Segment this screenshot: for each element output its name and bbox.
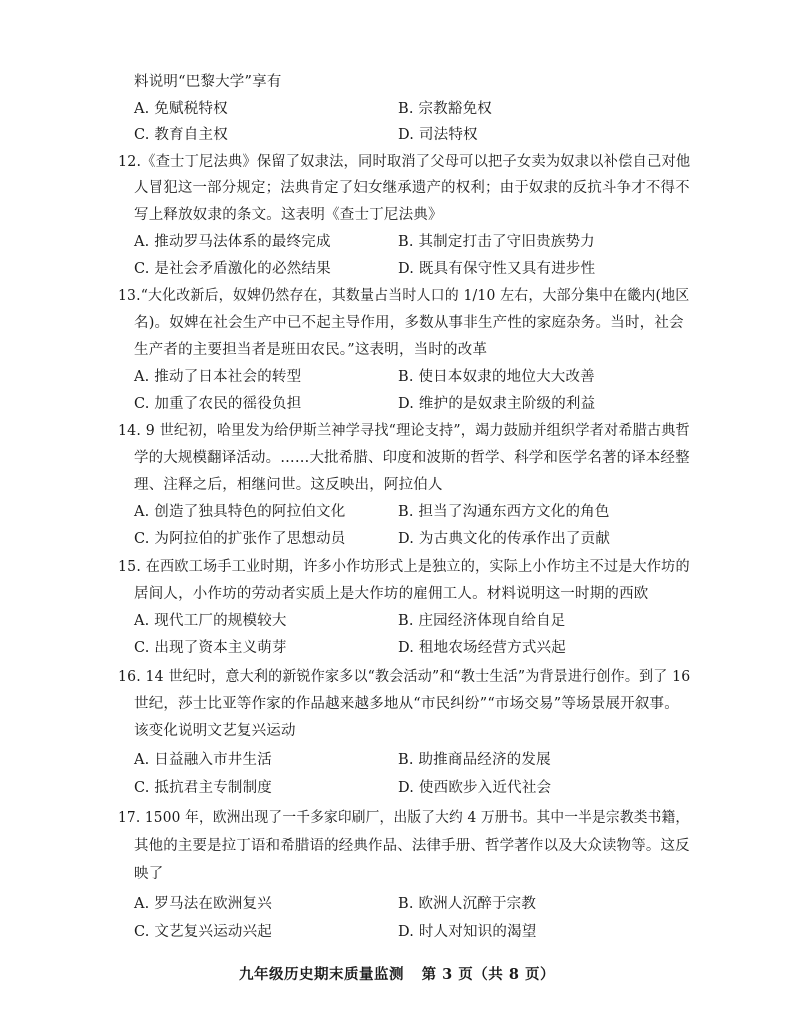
question-11-tail: 料说明“巴黎大学”享有: [134, 74, 282, 90]
q12-option-d: D. 既具有保守性又具有进步性: [398, 261, 596, 277]
q11-option-d: D. 司法特权: [398, 127, 478, 143]
q15-option-a: A. 现代工厂的规模较大: [134, 613, 287, 629]
q17-stem-line-3: 映了: [134, 866, 164, 882]
q15-stem-line-1: 15. 在西欧工场手工业时期，许多小作坊形式上是独立的，实际上小作坊主不过是大作坊的: [118, 559, 690, 575]
q15-option-d: D. 租地农场经营方式兴起: [398, 640, 566, 656]
q14-option-c: C. 为阿拉伯的扩张作了思想动员: [134, 531, 346, 547]
q14-option-d: D. 为古典文化的传承作出了贡献: [398, 531, 611, 547]
q13-option-c: C. 加重了农民的徭役负担: [134, 396, 302, 412]
q11-option-c: C. 教育自主权: [134, 127, 228, 143]
q12-option-c: C. 是社会矛盾激化的必然结果: [134, 261, 331, 277]
q14-stem-line-1: 14. 9 世纪初，哈里发为给伊斯兰神学寻找“理论支持”，竭力鼓励并组织学者对希腊古典哲: [118, 423, 690, 439]
q13-stem-line-1: 13.“大化改新后，奴婢仍然存在，其数量占当时人口的 1/10 左右，大部分集中在畿内(地区: [118, 288, 690, 304]
q14-stem-line-3: 理、注释之后，相继问世。这反映出，阿拉伯人: [134, 477, 443, 493]
q17-stem-line-1: 17. 1500 年，欧洲出现了一千多家印刷厂，出版了大约 4 万册书。其中一半是宗教类书籍，: [118, 810, 690, 826]
q16-stem-line-2: 世纪，莎士比亚等作家的作品越来越多地从“市民纠纷”“市场交易”等场景展开叙事。: [134, 696, 679, 712]
q16-option-d: D. 使西欧步入近代社会: [398, 780, 552, 796]
q14-option-b: B. 担当了沟通东西方文化的角色: [398, 504, 610, 520]
q13-option-d: D. 维护的是奴隶主阶级的利益: [398, 396, 596, 412]
q17-stem-line-2: 其他的主要是拉丁语和希腊语的经典作品、法律手册、哲学著作以及大众读物等。这反: [134, 838, 690, 854]
q17-option-a: A. 罗马法在欧洲复兴: [134, 896, 272, 912]
q11-option-a: A. 免赋税特权: [134, 101, 228, 117]
q16-option-c: C. 抵抗君主专制制度: [134, 780, 272, 796]
q16-stem-line-3: 该变化说明文艺复兴运动: [134, 723, 296, 739]
q14-stem-line-2: 学的大规模翻译活动。……大批希腊、印度和波斯的哲学、科学和医学名著的译本经整: [134, 450, 690, 466]
page-number: 第 3 页（共 8 页）: [421, 966, 555, 983]
q15-stem-line-2: 居间人，小作坊的劳动者实质上是大作坊的雇佣工人。材料说明这一时期的西欧: [134, 586, 649, 602]
q11-option-b: B. 宗教豁免权: [398, 101, 492, 117]
q12-stem-line-2: 人冒犯这一部分规定；法典肯定了妇女继承遗产的权利；由于奴隶的反抗斗争才不得不: [134, 180, 690, 196]
q17-option-c: C. 文艺复兴运动兴起: [134, 924, 272, 940]
q17-option-d: D. 时人对知识的渴望: [398, 924, 537, 940]
exam-title: 九年级历史期末质量监测: [239, 966, 405, 983]
q13-option-b: B. 使日本奴隶的地位大大改善: [398, 369, 595, 385]
q16-stem-line-1: 16. 14 世纪时，意大利的新锐作家多以“教会活动”和“教士生活”为背景进行创作。到了 16: [118, 669, 691, 685]
q14-option-a: A. 创造了独具特色的阿拉伯文化: [134, 504, 346, 520]
q12-option-a: A. 推动罗马法体系的最终完成: [134, 234, 331, 250]
q16-option-b: B. 助推商品经济的发展: [398, 752, 551, 768]
q12-option-b: B. 其制定打击了守旧贵族势力: [398, 234, 595, 250]
q12-stem-line-3: 写上释放奴隶的条文。这表明《查士丁尼法典》: [134, 207, 443, 223]
page-footer: [0, 963, 794, 984]
q13-option-a: A. 推动了日本社会的转型: [134, 369, 302, 385]
q15-option-c: C. 出现了资本主义萌芽: [134, 640, 287, 656]
q13-stem-line-3: 生产者的主要担当者是班田农民。”这表明，当时的改革: [134, 342, 488, 358]
q12-stem-line-1: 12.《查士丁尼法典》保留了奴隶法，同时取消了父母可以把子女卖为奴隶以补偿自己对他: [118, 154, 691, 170]
q13-stem-line-2: 名)。奴婢在社会生产中已不起主导作用，多数从事非生产性的家庭杂务。当时，社会: [134, 315, 684, 331]
q17-option-b: B. 欧洲人沉醉于宗教: [398, 896, 537, 912]
q16-option-a: A. 日益融入市井生活: [134, 752, 272, 768]
q15-option-b: B. 庄园经济体现自给自足: [398, 613, 566, 629]
